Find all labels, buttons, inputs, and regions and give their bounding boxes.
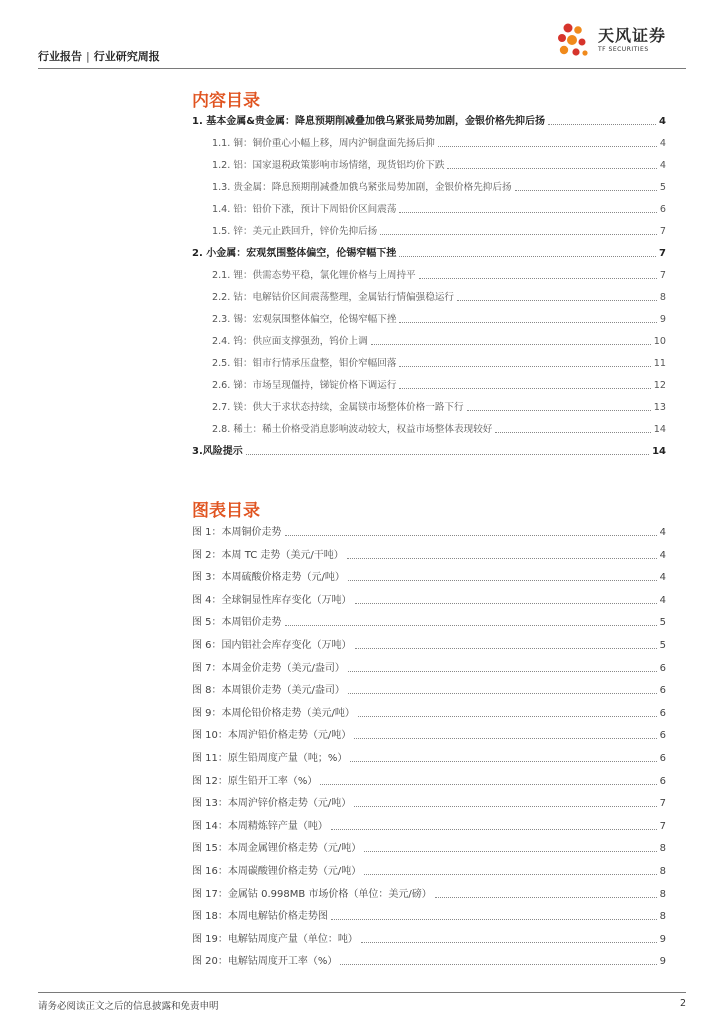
toc-entry-label: 1.3. 贵金属：降息预期削减叠加俄乌紧张局势加剧，金银价格先抑后扬: [212, 182, 512, 193]
toc-entry-label: 1.1. 铜：铜价重心小幅上移，周内沪铜盘面先扬后抑: [212, 138, 435, 149]
figure-leader-dots: [320, 784, 656, 785]
figure-entry-page: 4: [659, 572, 666, 583]
toc-entry-page: 10: [653, 336, 666, 347]
figure-entry[interactable]: [192, 683, 666, 697]
toc-entry-page: 4: [659, 160, 666, 171]
toc-entry-label: 2.6. 锑：市场呈现僵持，锑锭价格下调运行: [212, 380, 397, 391]
figure-entry-label: 图 19：电解钴周度产量（单位：吨）: [192, 934, 358, 945]
figure-leader-dots: [285, 625, 657, 626]
report-series: 行业研究周报: [93, 50, 160, 63]
figure-entry-label: 图 2：本周 TC 走势（美元/干吨）: [192, 550, 344, 561]
figure-entry[interactable]: [192, 796, 666, 810]
figure-entry-label: 图 1：本周铜价走势: [192, 527, 282, 538]
toc-entry-page: 7: [659, 226, 666, 237]
toc-entry[interactable]: [192, 158, 666, 172]
toc-entry-label: 2.1. 锂：供需态势平稳，氯化锂价格与上周持平: [212, 270, 416, 281]
toc-leader-dots: [457, 300, 657, 301]
toc-entry-page: 4: [659, 116, 666, 127]
report-type: 行业报告: [38, 50, 82, 63]
toc-leader-dots: [515, 190, 657, 191]
toc-entry-label: 1.5. 锌：美元止跌回升，锌价先抑后扬: [212, 226, 378, 237]
toc-leader-dots: [438, 146, 657, 147]
toc-entry[interactable]: [192, 246, 666, 260]
toc-entry-label: 2.3. 锡：宏观氛围整体偏空，伦锡窄幅下挫: [212, 314, 397, 325]
figure-entry-page: 6: [659, 685, 666, 696]
toc-leader-dots: [399, 388, 650, 389]
figure-entry-page: 5: [659, 640, 666, 651]
figure-entry-label: 图 6：国内铝社会库存变化（万吨）: [192, 640, 352, 651]
toc-entry-label: 1.2. 铝：国家退税政策影响市场情绪，现货铝均价下跌: [212, 160, 445, 171]
figure-entry-page: 6: [659, 753, 666, 764]
toc-entry[interactable]: [192, 290, 666, 304]
figure-entry[interactable]: [192, 638, 666, 652]
figure-leader-dots: [348, 580, 657, 581]
figure-entry-label: 图 7：本周金价走势（美元/盎司）: [192, 663, 345, 674]
figure-entry-page: 4: [659, 550, 666, 561]
figure-entry-label: 图 8：本周银价走势（美元/盎司）: [192, 685, 345, 696]
figure-entry[interactable]: [192, 887, 666, 901]
figure-entry-label: 图 16：本周碳酸锂价格走势（元/吨）: [192, 866, 362, 877]
figure-entry-page: 8: [659, 911, 666, 922]
toc-entry[interactable]: [192, 356, 666, 370]
toc-leader-dots: [399, 322, 656, 323]
toc-entry-page: 4: [659, 138, 666, 149]
toc-entry[interactable]: [192, 378, 666, 392]
header-title: [38, 48, 160, 64]
toc-entry-page: 5: [659, 182, 666, 193]
figure-entry[interactable]: [192, 548, 666, 562]
figure-entry-page: 6: [659, 708, 666, 719]
toc-entry-page: 11: [653, 358, 666, 369]
figure-entry-page: 5: [659, 617, 666, 628]
figure-leader-dots: [354, 738, 656, 739]
toc-entry-page: 8: [659, 292, 666, 303]
figure-entry-label: 图 3：本周硫酸价格走势（元/吨）: [192, 572, 345, 583]
tf-flower-logo-icon: [554, 20, 594, 60]
figure-entry-page: 6: [659, 663, 666, 674]
figure-entry-label: 图 20：电解钴周度开工率（%）: [192, 956, 338, 967]
logo-english-name: TF SECURITIES: [597, 45, 649, 53]
figure-entry-page: 6: [659, 730, 666, 741]
figure-entry[interactable]: [192, 774, 666, 788]
toc-entry-page: 13: [653, 402, 666, 413]
toc-entry-page: 9: [659, 314, 666, 325]
header-separator: |: [86, 49, 90, 63]
figure-entry[interactable]: [192, 819, 666, 833]
figure-leader-dots: [285, 535, 657, 536]
figure-entry[interactable]: [192, 954, 666, 968]
toc-entry-label: 3.风险提示: [192, 446, 243, 457]
toc-leader-dots: [399, 366, 650, 367]
figure-entry[interactable]: [192, 751, 666, 765]
figure-leader-dots: [354, 806, 656, 807]
toc-leader-dots: [246, 454, 649, 455]
disclaimer-note: 请务必阅读正文之后的信息披露和免责申明: [38, 1001, 219, 1012]
figure-entry-page: 6: [659, 776, 666, 787]
figure-entry[interactable]: [192, 661, 666, 675]
figure-leader-dots: [331, 829, 657, 830]
figure-entry[interactable]: [192, 706, 666, 720]
figure-entry[interactable]: [192, 570, 666, 584]
toc-entry[interactable]: [192, 400, 666, 414]
toc-entry-page: 14: [652, 446, 666, 457]
toc-entry[interactable]: [192, 422, 666, 436]
toc-leader-dots: [371, 344, 651, 345]
figure-entry-label: 图 17：金属钴 0.998MB 市场价格（单位：美元/磅）: [192, 889, 432, 900]
figure-entry-label: 图 5：本周铝价走势: [192, 617, 282, 628]
figure-leader-dots: [361, 942, 657, 943]
figure-leader-dots: [358, 716, 657, 717]
page-number: 2: [679, 998, 686, 1009]
figure-leader-dots: [348, 671, 657, 672]
toc-leader-dots: [399, 256, 656, 257]
figure-entry-label: 图 13：本周沪锌价格走势（元/吨）: [192, 798, 352, 809]
figure-entry[interactable]: [192, 932, 666, 946]
figure-entry[interactable]: [192, 841, 666, 855]
toc-entry-label: 2. 小金属：宏观氛围整体偏空，伦锡窄幅下挫: [192, 248, 397, 259]
toc-entry-label: 2.5. 钼：钼市行情承压盘整，钼价窄幅回落: [212, 358, 397, 369]
toc-entry-label: 1. 基本金属&贵金属：降息预期削减叠加俄乌紧张局势加剧，金银价格先抑后扬: [192, 116, 545, 127]
figure-entry-label: 图 14：本周精炼锌产量（吨）: [192, 821, 328, 832]
figure-leader-dots: [364, 874, 656, 875]
figures-title: 图表目录: [192, 501, 260, 521]
figure-entry-page: 9: [659, 934, 666, 945]
toc-entry[interactable]: [192, 114, 666, 128]
figure-entry-page: 8: [659, 889, 666, 900]
toc-entry-label: 2.4. 钨：供应面支撑强劲，钨价上调: [212, 336, 368, 347]
figure-entry[interactable]: [192, 909, 666, 923]
toc-entry-page: 14: [653, 424, 666, 435]
figure-entry-page: 7: [659, 798, 666, 809]
toc-entry[interactable]: [192, 202, 666, 216]
figure-entry[interactable]: [192, 593, 666, 607]
figure-leader-dots: [340, 964, 656, 965]
figure-leader-dots: [355, 603, 657, 604]
figure-entry-label: 图 18：本周电解钴价格走势图: [192, 911, 328, 922]
toc-entry-page: 7: [659, 248, 666, 259]
toc-entry[interactable]: [192, 224, 666, 238]
toc-entry-label: 2.7. 镁：供大于求状态持续，金属镁市场整体价格一路下行: [212, 402, 464, 413]
figure-entry[interactable]: [192, 864, 666, 878]
toc-leader-dots: [548, 124, 656, 125]
figure-entry-label: 图 4：全球铜显性库存变化（万吨）: [192, 595, 352, 606]
toc-entry-page: 12: [653, 380, 666, 391]
toc-entry[interactable]: [192, 136, 666, 150]
toc-entry-page: 7: [659, 270, 666, 281]
figure-entry-label: 图 12：原生铅开工率（%）: [192, 776, 318, 787]
figure-entry-page: 7: [659, 821, 666, 832]
toc-title: 内容目录: [192, 91, 260, 111]
toc-entry[interactable]: [192, 444, 666, 458]
toc-leader-dots: [380, 234, 657, 235]
figure-leader-dots: [350, 761, 656, 762]
figure-leader-dots: [331, 919, 657, 920]
figure-leader-dots: [364, 851, 656, 852]
figure-entry-label: 图 11：原生铅周度产量（吨；%）: [192, 753, 348, 764]
toc-entry[interactable]: [192, 312, 666, 326]
page-footer: [38, 992, 686, 1015]
toc-entry[interactable]: [192, 268, 666, 282]
toc-leader-dots: [419, 278, 657, 279]
toc-leader-dots: [467, 410, 651, 411]
toc-leader-dots: [399, 212, 656, 213]
figure-entry[interactable]: [192, 615, 666, 629]
figure-entry-label: 图 10：本周沪铅价格走势（元/吨）: [192, 730, 352, 741]
figure-entry[interactable]: [192, 728, 666, 742]
figure-entry[interactable]: [192, 525, 666, 539]
figure-leader-dots: [348, 693, 657, 694]
toc-entry[interactable]: [192, 180, 666, 194]
figure-entry-label: 图 15：本周金属锂价格走势（元/吨）: [192, 843, 362, 854]
toc-entry-label: 1.4. 铅：铅价下涨，预计下周铅价区间震荡: [212, 204, 397, 215]
toc-leader-dots: [447, 168, 656, 169]
toc-leader-dots: [495, 432, 650, 433]
logo-chinese-name: 天风证券: [597, 25, 666, 45]
figure-leader-dots: [435, 897, 657, 898]
company-logo: [554, 18, 666, 62]
toc-entry-label: 2.2. 钴：电解钴价区间震荡整理，金属钴行情偏强稳运行: [212, 292, 455, 303]
toc-entry-label: 2.8. 稀土：稀土价格受消息影响波动较大，权益市场整体表现较好: [212, 424, 493, 435]
figure-leader-dots: [355, 648, 657, 649]
figure-entry-page: 8: [659, 843, 666, 854]
figure-entry-page: 4: [659, 527, 666, 538]
figure-entry-page: 9: [659, 956, 666, 967]
toc-entry-page: 6: [659, 204, 666, 215]
page-header: [38, 18, 686, 69]
figure-entry-page: 4: [659, 595, 666, 606]
toc-entry[interactable]: [192, 334, 666, 348]
figure-entry-page: 8: [659, 866, 666, 877]
figure-leader-dots: [347, 558, 657, 559]
figure-entry-label: 图 9：本周伦铅价格走势（美元/吨）: [192, 708, 355, 719]
